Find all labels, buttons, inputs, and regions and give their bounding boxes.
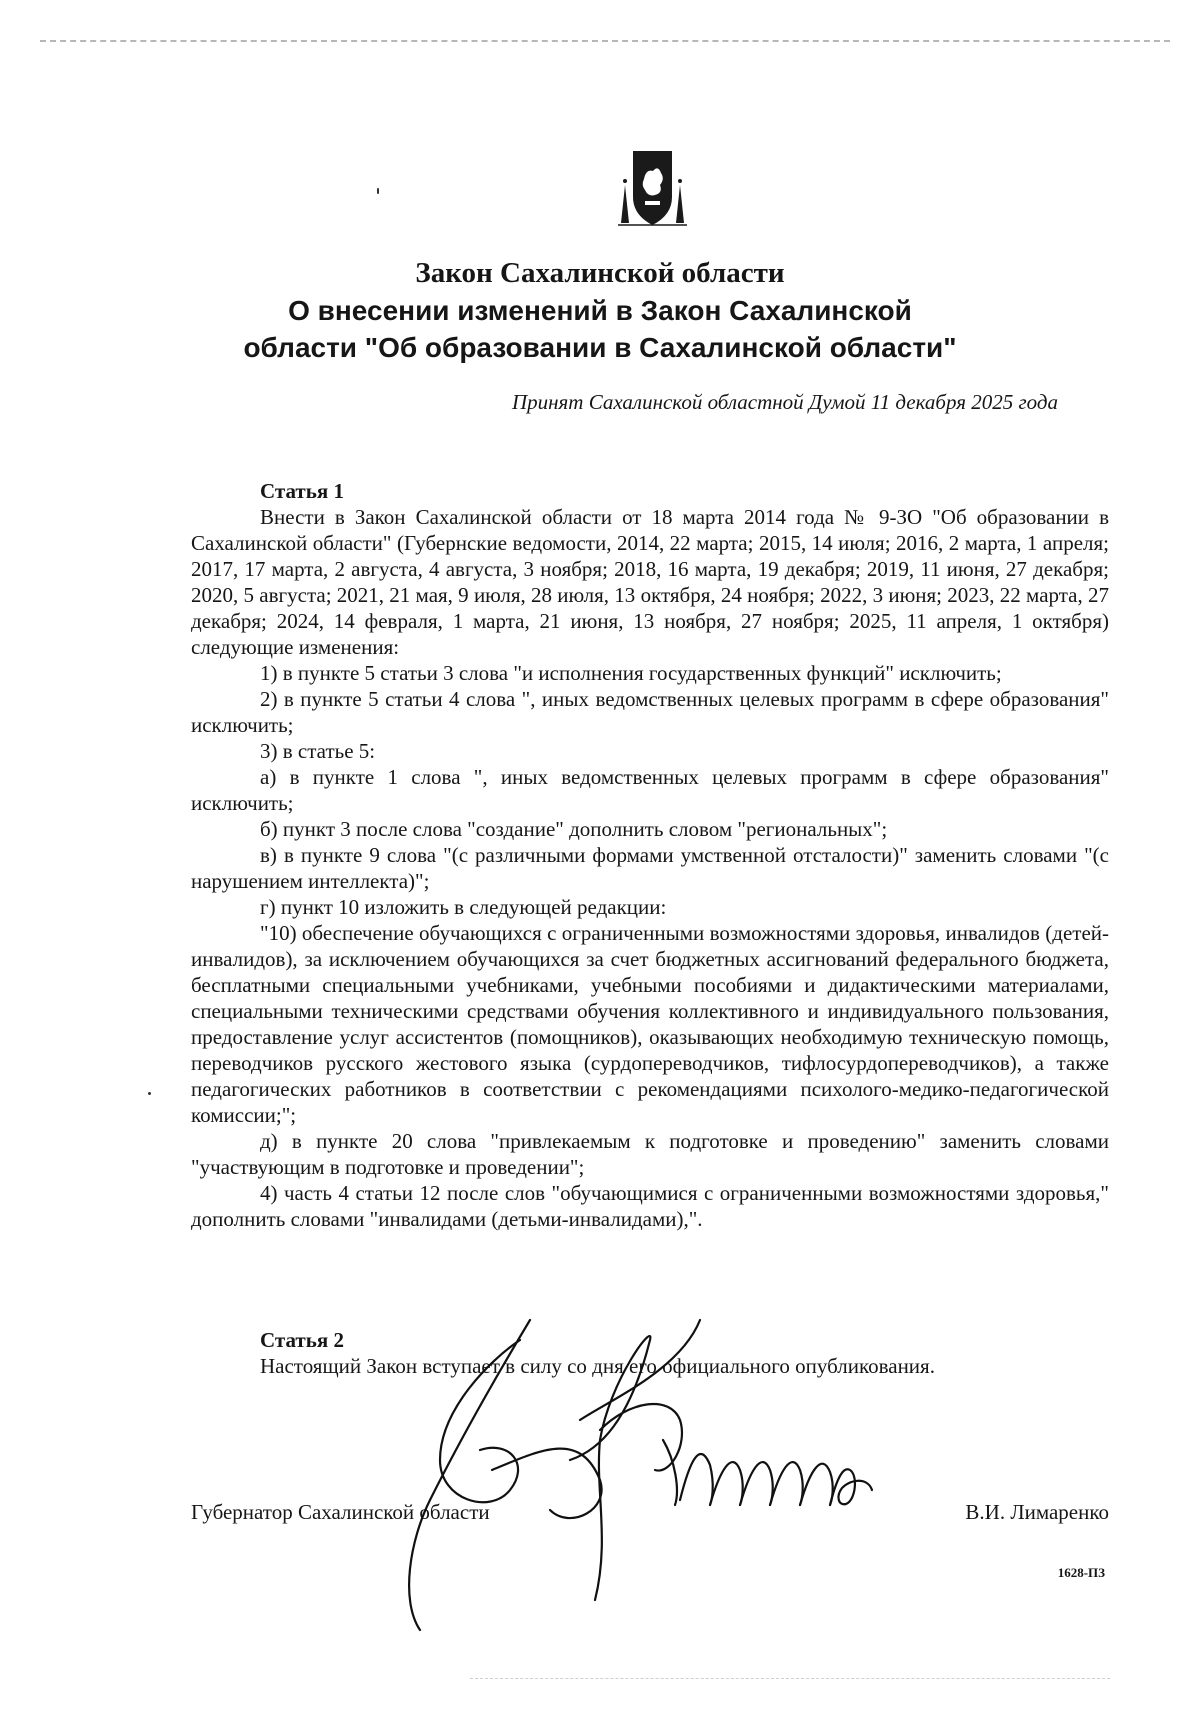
scan-speck (377, 188, 379, 194)
paragraph: 4) часть 4 статьи 12 после слов "обучающимися с ограниченными возможностями здоровья," дополнить словами "инвалидами (детьми-инвалидами),". (191, 1181, 1109, 1231)
scan-speck (148, 1092, 151, 1095)
article-1-heading: Статья 1 (260, 479, 344, 503)
paragraph: д) в пункте 20 слова "привлекаемым к подготовке и проведению" заменить словами "участвующим в подготовке и проведении"; (191, 1129, 1109, 1179)
law-title (0, 255, 1200, 366)
handwritten-signature-icon (380, 1300, 940, 1660)
paragraph: Настоящий Закон вступает в силу со дня его официального опубликования. (260, 1354, 935, 1378)
paragraph: 2) в пункте 5 статьи 4 слова ", иных ведомственных целевых программ в сфере образования" исключить; (191, 687, 1109, 737)
paragraph: а) в пункте 1 слова ", иных ведомственных целевых программ в сфере образования" исключить; (191, 765, 1109, 815)
scan-edge-top (40, 40, 1170, 42)
paragraph: г) пункт 10 изложить в следующей редакции: (260, 895, 667, 919)
title-line-3: области "Об образовании в Сахалинской области" (243, 332, 957, 363)
article-1 (191, 478, 1109, 1232)
signatory-name: В.И. Лимаренко (965, 1500, 1109, 1524)
adoption-note: Принят Сахалинской областной Думой 11 декабря 2025 года (511, 390, 1058, 414)
article-2-heading: Статья 2 (260, 1328, 344, 1352)
document-number: 1628-ПЗ (1057, 1565, 1105, 1580)
title-line-1: Закон Сахалинской области (415, 257, 785, 289)
title-line-2: О внесении изменений в Закон Сахалинской (288, 295, 912, 326)
paragraph: Внести в Закон Сахалинской области от 18 марта 2014 года № 9-ЗО "Об образовании в Сахалинской области" (Губернские ведомости, 2014, 22 марта; 2015, 14 июля; 2016, 2 марта, 1 апреля; 2017, 17 марта, 2 августа, 4 августа, 3 ноября; 2018, 16 марта, 19 декабря; 2019, 11 июня, 27 декабря; 2020, 5 августа; 2021, 21 мая, 9 июля, 28 июля, 13 октября, 24 ноября; 2022, 3 июня; 2023, 22 марта, 27 декабря; 2024, 14 февраля, 1 марта, 21 июня, 13 ноября, 27 ноября; 2025, 11 апреля, 1 октября) следующие изменения: (191, 505, 1109, 659)
paragraph: б) пункт 3 после слова "создание" дополнить словом "региональных"; (260, 817, 888, 841)
scan-edge-bottom (470, 1678, 1110, 1679)
signatory-position: Губернатор Сахалинской области (191, 1500, 490, 1524)
paragraph: 3) в статье 5: (260, 739, 376, 763)
paragraph: "10) обеспечение обучающихся с ограниченными возможностями здоровья, инвалидов (детей-инвалидов), за исключением обучающихся за счет бюджетных ассигнований федерального бюджета, бесплатными специальными учебниками, учебными пособиями и дидактическими материалами, специальными техническими средствами обучения коллективного и индивидуального пользования, предоставление услуг ассистентов (помощников), оказывающих необходимую техническую помощь, переводчиков русского жестового языка (сурдопереводчиков, тифлосурдопереводчиков), а также педагогических работников в соответствии с рекомендациями психолого-медико-педагогической комиссии;"; (191, 921, 1109, 1127)
paragraph: в) в пункте 9 слова "(с различными формами умственной отсталости)" заменить словами "(с нарушением интеллекта)"; (191, 843, 1109, 893)
paragraph: 1) в пункте 5 статьи 3 слова "и исполнения государственных функций" исключить; (260, 661, 1002, 685)
coat-of-arms-icon (615, 145, 690, 230)
